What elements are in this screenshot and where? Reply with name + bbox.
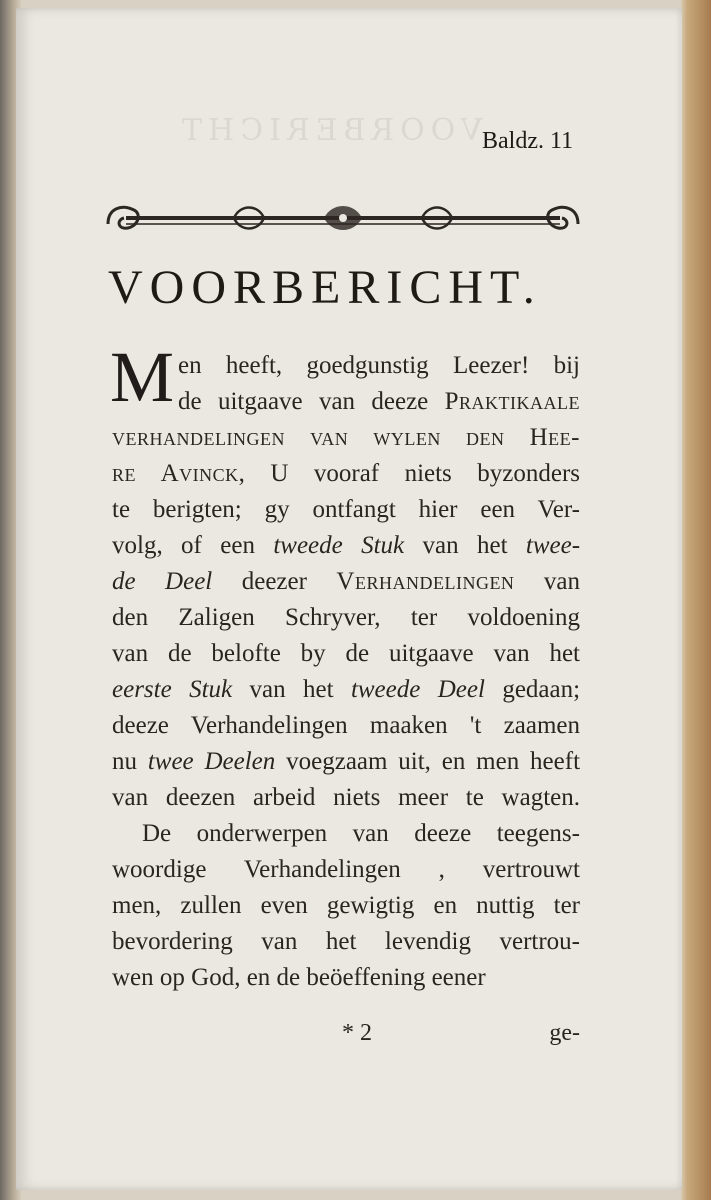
body-line-4 <box>112 456 580 492</box>
text-line-2-caps: Praktikaale <box>444 388 580 415</box>
text-line-10-italic-b: tweede Deel <box>350 676 485 703</box>
body-line-10 <box>112 672 580 708</box>
text-line-18: wen op God, en de beöeffening eener <box>112 964 486 991</box>
footer-row <box>112 1020 580 1050</box>
body-line-12 <box>112 744 580 780</box>
body-line-18 <box>112 960 580 996</box>
body-line-14 <box>112 816 580 852</box>
text-line-7-italic: de Deel <box>112 568 213 595</box>
text-line-6-italic-a: tweede Stuk <box>273 532 405 559</box>
text-line-1: en heeft, goedgunstig Leezer! bij <box>178 352 580 379</box>
book-edge <box>681 0 711 1200</box>
text-line-17: bevordering van het levendig vertrou- <box>112 928 580 955</box>
decorative-ornament <box>104 198 582 242</box>
page-title: VOORBERICHT. <box>108 261 542 314</box>
text-line-11: deeze Verhandelingen maaken 't zaamen <box>112 712 580 739</box>
catchword: ge- <box>549 1020 580 1046</box>
body-line-8 <box>112 600 580 636</box>
body-line-13 <box>112 780 580 816</box>
text-line-12-b: voegzaam uit, en men heeft <box>286 748 581 775</box>
show-through-text: VOORBERICHT <box>176 113 483 148</box>
text-line-6-a: volg, of een <box>112 532 255 559</box>
body-line-15 <box>112 852 580 888</box>
body-line-5 <box>112 492 580 528</box>
text-line-7-caps: Verhandelingen <box>336 568 515 595</box>
text-line-10-end: gedaan; <box>502 676 581 703</box>
text-line-15: woordige Verhandelingen , vertrouwt <box>112 856 580 883</box>
body-line-16 <box>112 888 580 924</box>
text-line-8: den Zaligen Schryver, ter voldoening <box>112 604 580 631</box>
text-line-7-end: van <box>543 568 581 595</box>
body-line-2 <box>112 384 580 420</box>
signature-mark: * 2 <box>342 1020 372 1046</box>
body-line-3 <box>112 420 580 456</box>
body-line-17 <box>112 924 580 960</box>
text-line-5: te berigten; gy ontfangt hier een Ver- <box>112 496 580 523</box>
text-line-10-mid: van het <box>249 676 334 703</box>
text-line-3: verhandelingen van wylen den Hee- <box>112 424 580 451</box>
text-line-14: De onderwerpen van deeze teegens- <box>142 820 580 847</box>
text-line-12-a: nu <box>112 748 137 775</box>
body-line-9 <box>112 636 580 672</box>
body-text <box>110 337 581 996</box>
body-line-6 <box>112 528 580 564</box>
text-line-6-italic-b: twee- <box>525 532 581 559</box>
text-line-16: men, zullen even gewigtig en nuttig ter <box>112 892 580 919</box>
drop-cap: M <box>110 337 175 417</box>
text-line-12-italic: twee Deelen <box>147 748 276 775</box>
page-number: Baldz. 11 <box>482 128 574 154</box>
text-line-10-italic: eerste Stuk <box>112 676 233 703</box>
text-line-13: van deezen arbeid niets meer te wagten. <box>112 784 580 811</box>
text-line-2: de uitgaave van deeze <box>178 388 429 415</box>
body-line-1 <box>168 348 580 384</box>
text-line-4: , U vooraf niets byzonders <box>238 460 580 487</box>
text-line-9: van de belofte by de uitgaave van het <box>112 640 580 667</box>
text-line-7: deezer <box>241 568 307 595</box>
book-page <box>16 8 682 1190</box>
text-line-6-b: van het <box>422 532 508 559</box>
body-line-7 <box>112 564 580 600</box>
body-line-11 <box>112 708 580 744</box>
text-line-4-caps: re Avinck <box>112 460 239 487</box>
